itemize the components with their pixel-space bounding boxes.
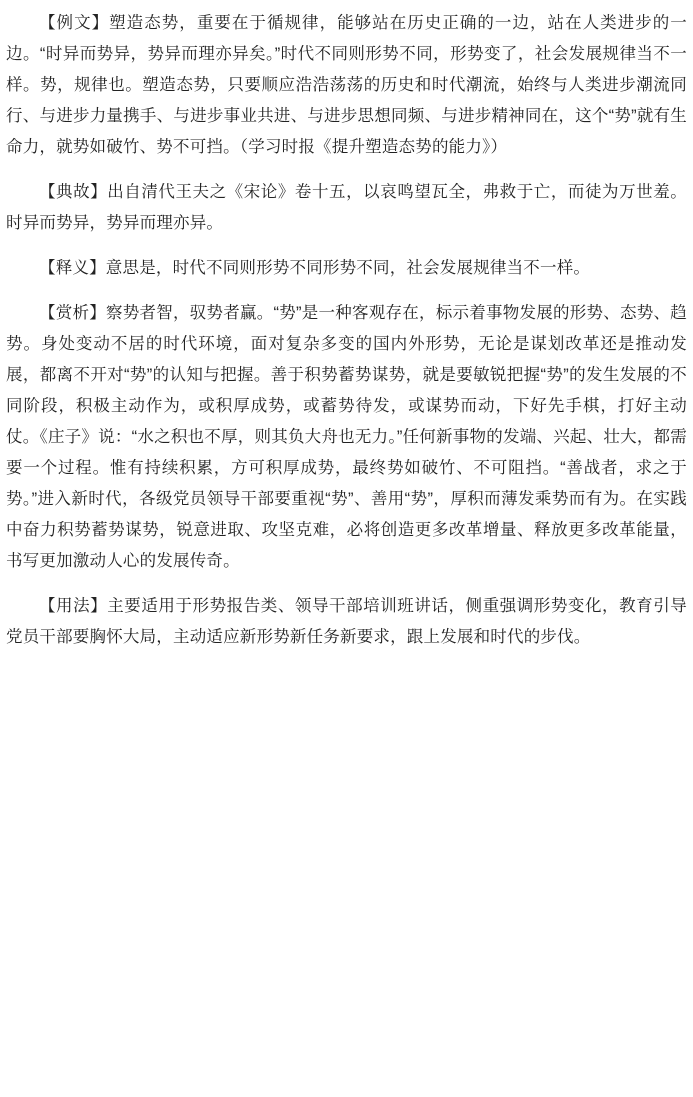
paragraph-shiyi: 【释义】意思是，时代不同则形势不同形势不同，社会发展规律当不一样。 [39, 259, 591, 277]
paragraph-yongfa: 【用法】主要适用于形势报告类、领导干部培训班讲话，侧重强调形势变化，教育引导党员干部要胸怀大局，主动适应新形势新任务新要求，跟上发展和时代的步伐。 [6, 597, 687, 646]
paragraph-diangu: 【典故】出自清代王夫之《宋论》卷十五，以哀鸣望瓦全，弗救于亡，而徒为万世羞。时异而势异，势异而理亦异。 [6, 183, 687, 232]
paragraph-shangxi: 【赏析】察势者智，驭势者赢。“势”是一种客观存在，标示着事物发展的形势、态势、趋势。身处变动不居的时代环境，面对复杂多变的国内外形势，无论是谋划改革还是推动发展，都离不开对“势”的认知与把握。善于积势蓄势谋势，就是要敏锐把握“势”的发生发展的不同阶段，积极主动作为，或积厚成势，或蓄势待发，或谋势而动，下好先手棋，打好主动仗。《庄子》说：“水之积也不厚，则其负大舟也无力。”任何新事物的发端、兴起、壮大，都需要一个过程。惟有持续积累，方可积厚成势，最终势如破竹、不可阻挡。“善战者，求之于势。”进入新时代，各级党员领导干部要重视“势”、善用“势”，厚积而薄发乘势而有为。在实践中奋力积势蓄势谋势，锐意进取、攻坚克难，必将创造更多改革增量、释放更多改革能量，书写更加激动人心的发展传奇。 [6, 304, 687, 570]
paragraph-liwen: 【例文】塑造态势，重要在于循规律，能够站在历史正确的一边，站在人类进步的一边。“时异而势异，势异而理亦异矣。”时代不同则形势不同，形势变了，社会发展规律当不一样。势，规律也。塑造态势，只要顺应浩浩荡荡的历史和时代潮流，始终与人类进步潮流同行、与进步力量携手、与进步事业共进、与进步思想同频、与进步精神同在，这个“势”就有生命力，就势如破竹、势不可挡。（学习时报《提升塑造态势的能力》） [6, 14, 687, 156]
